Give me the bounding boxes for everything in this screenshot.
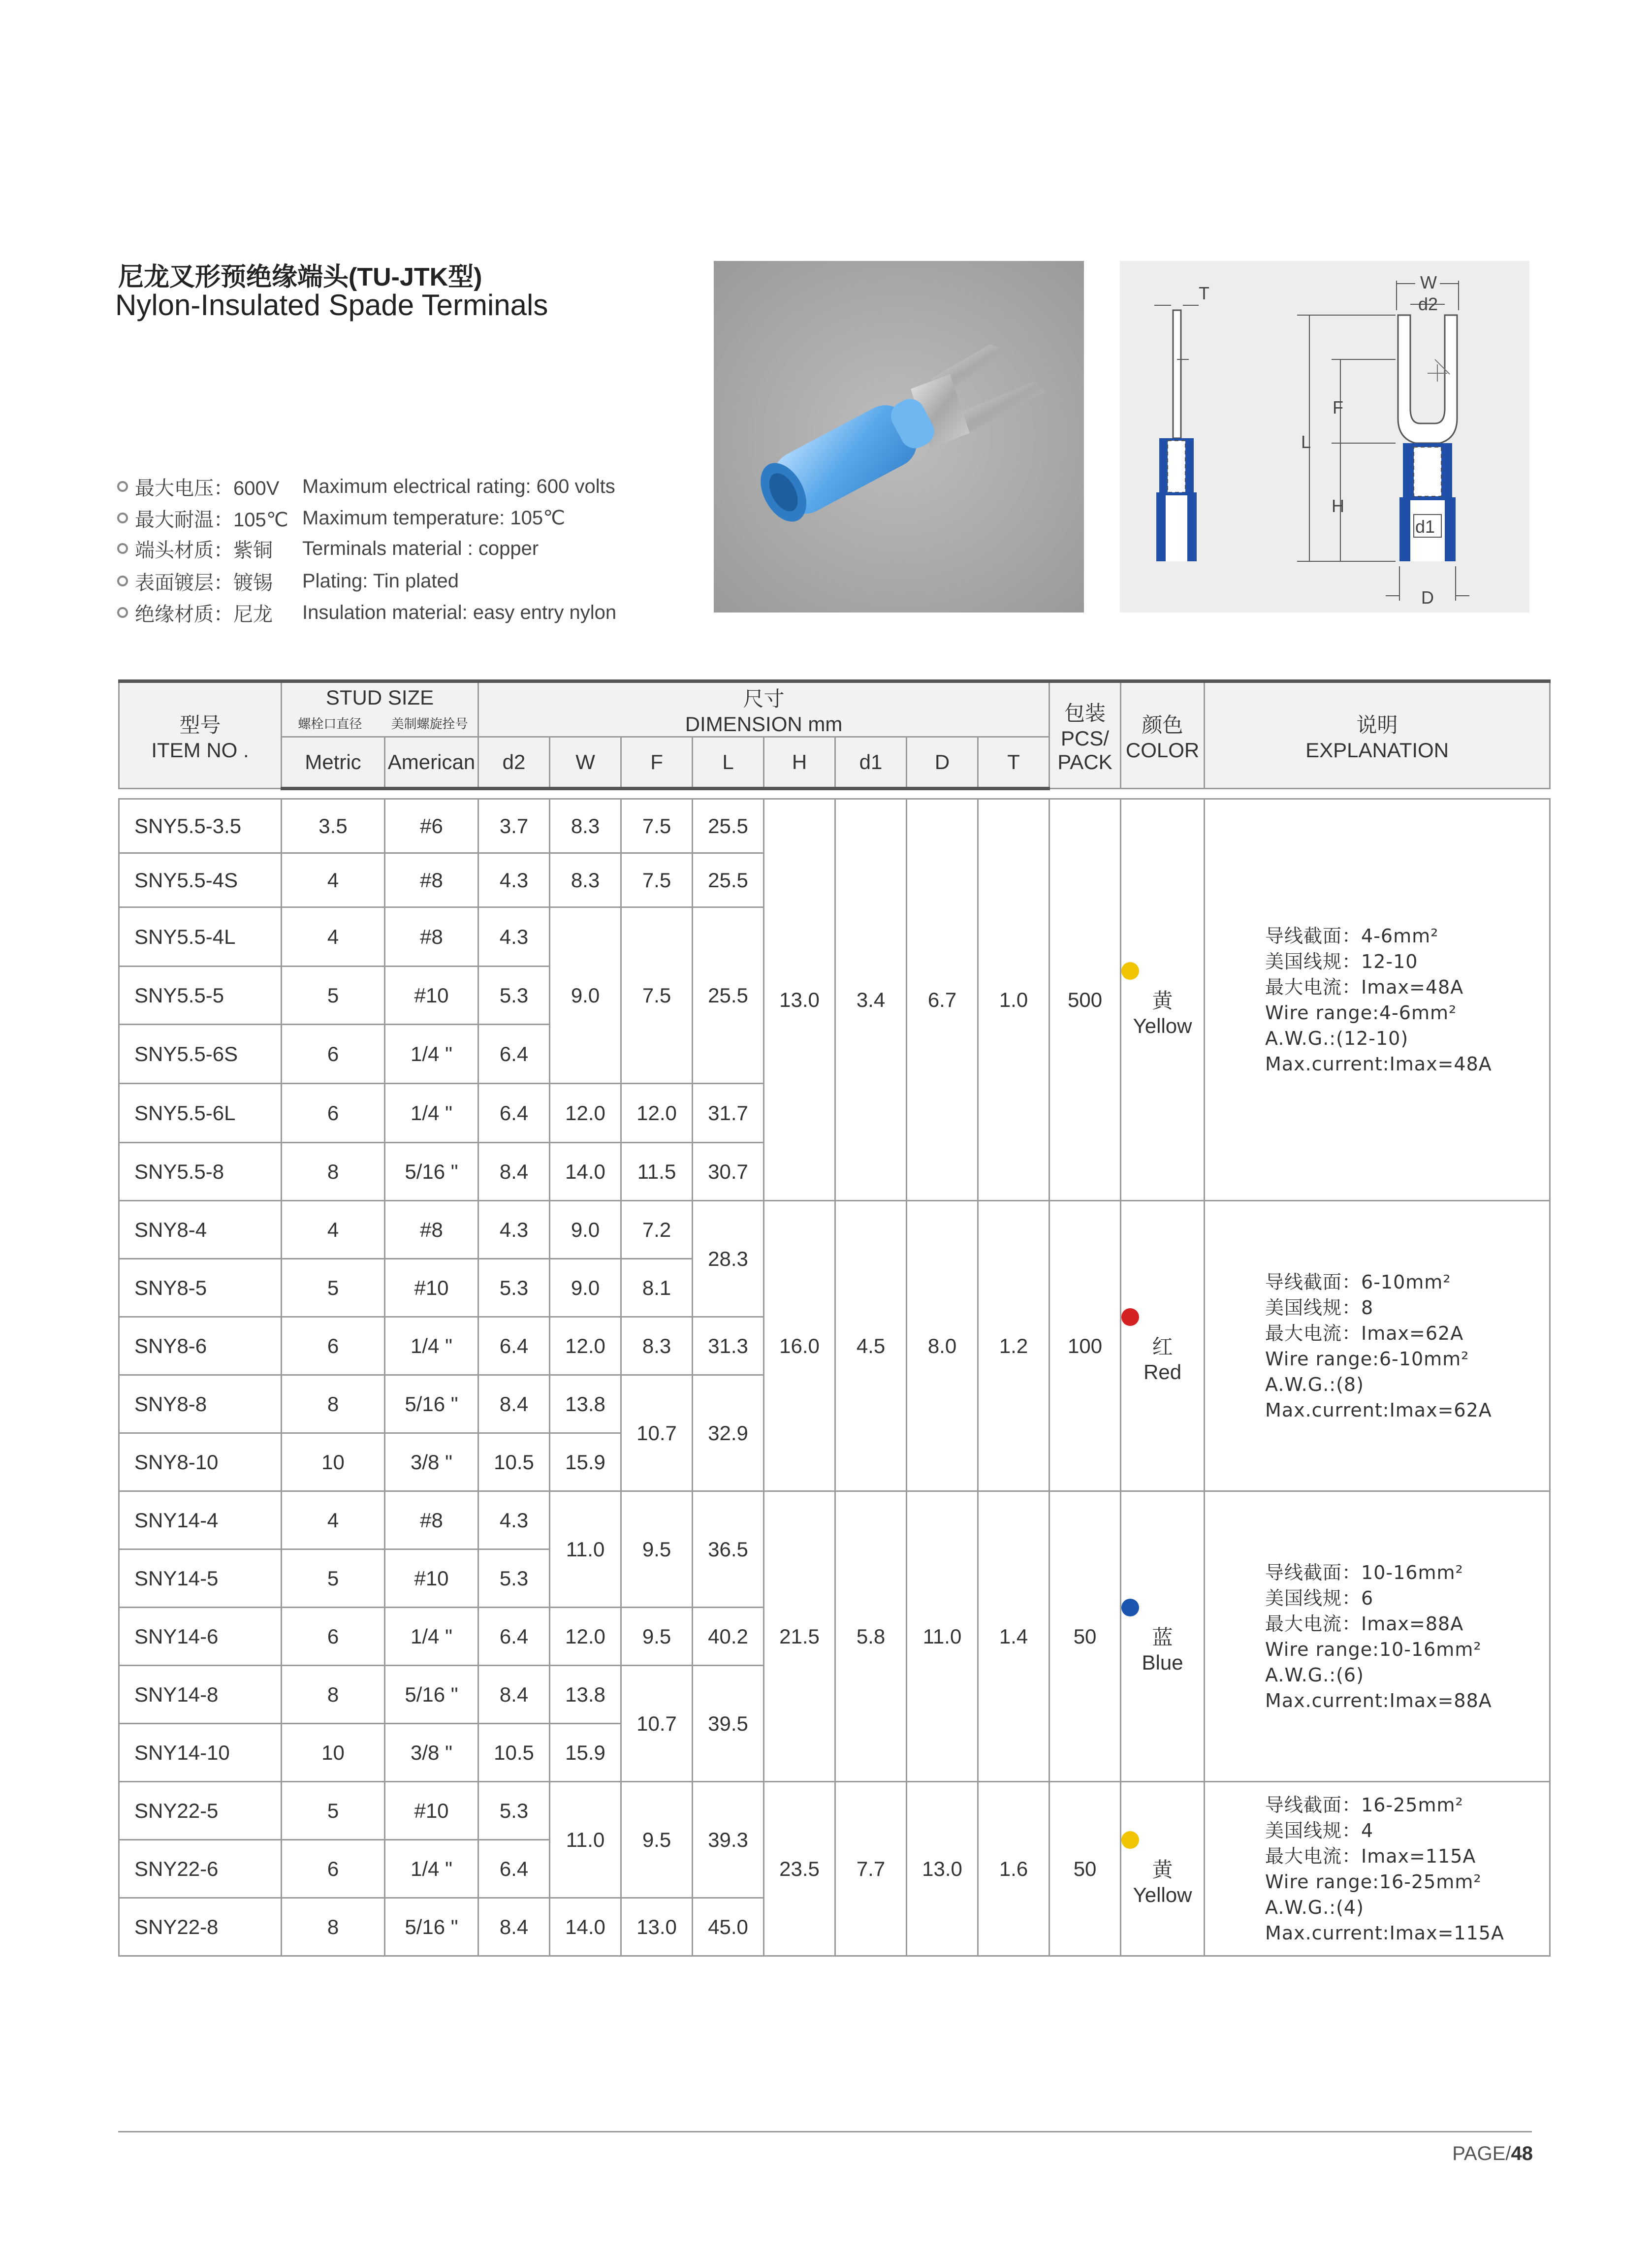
cell-l: 30.7: [693, 1143, 764, 1201]
cell-f: 10.7: [621, 1375, 693, 1491]
spec-item: [117, 566, 459, 596]
header-pack-en1: PCS/: [1061, 726, 1110, 750]
header-dim-cn: 尺寸: [743, 687, 785, 710]
cell-metric: 6: [282, 1025, 385, 1084]
color-cn: 红: [1152, 1335, 1173, 1358]
cell-l: 39.5: [693, 1666, 764, 1782]
cell-w: 11.0: [550, 1782, 621, 1898]
cell-f: 7.2: [621, 1201, 693, 1259]
cell-metric: 6: [282, 1317, 385, 1375]
header-f: F: [621, 737, 693, 789]
cell-w: 9.0: [550, 1259, 621, 1317]
expl-line: 最大电流：Imax=48A: [1265, 976, 1464, 998]
expl-line: A.W.G.:(8): [1265, 1373, 1364, 1395]
cell-w: 8.3: [550, 853, 621, 907]
cell-pack: 500: [1049, 799, 1121, 1201]
cell-d2: 6.4: [478, 1084, 550, 1143]
cell-metric: 8: [282, 1143, 385, 1201]
page-prefix: PAGE/: [1452, 2143, 1511, 2164]
yellow-dot-icon: [1121, 1831, 1139, 1849]
expl-line: 导线截面：4-6mm²: [1265, 925, 1439, 947]
cell-l: 31.3: [693, 1317, 764, 1375]
cell-metric: 8: [282, 1666, 385, 1724]
cell-american: 1/4 ": [385, 1084, 478, 1143]
bullet-icon: [117, 481, 128, 492]
cell-metric: 4: [282, 1491, 385, 1549]
cell-d1: 5.8: [835, 1491, 907, 1782]
header-stud-cn-american: 美制螺旋拴号: [391, 716, 468, 731]
cell-metric: 4: [282, 907, 385, 967]
cell-h: 16.0: [764, 1201, 835, 1491]
item-no: SNY14-8: [119, 1666, 282, 1724]
cell-h: 23.5: [764, 1782, 835, 1956]
cell-american: #8: [385, 1201, 478, 1259]
cell-metric: 4: [282, 853, 385, 907]
page-number-value: 48: [1511, 2143, 1533, 2164]
red-dot-icon: [1121, 1308, 1139, 1326]
spec-label-en: Insulation material: easy entry nylon: [302, 601, 617, 623]
cell-w: 15.9: [550, 1433, 621, 1491]
spec-label-cn: 绝缘材质：尼龙: [135, 603, 273, 625]
item-no: SNY14-4: [119, 1491, 282, 1549]
cell-d2: 5.3: [478, 1782, 550, 1840]
header-color: [1121, 681, 1205, 789]
cell-f: 9.5: [621, 1608, 693, 1666]
cell-h: 21.5: [764, 1491, 835, 1782]
cell-l: 31.7: [693, 1084, 764, 1143]
cell-d2: 8.4: [478, 1375, 550, 1433]
cell-american: #10: [385, 967, 478, 1025]
expl-line: Max.current:Imax=48A: [1265, 1053, 1492, 1075]
table-row: [119, 1782, 1550, 1840]
dimension-label-d1: d1: [1415, 516, 1435, 537]
cell-t: 1.6: [978, 1782, 1049, 1956]
cell-metric: 10: [282, 1724, 385, 1782]
cell-w: 9.0: [550, 907, 621, 1084]
header-w: W: [550, 737, 621, 789]
header-color-en: COLOR: [1125, 738, 1200, 762]
cell-w: 14.0: [550, 1143, 621, 1201]
cell-color: [1121, 799, 1205, 1201]
cell-american: 1/4 ": [385, 1608, 478, 1666]
cell-f: 8.3: [621, 1317, 693, 1375]
cell-metric: 5: [282, 967, 385, 1025]
cell-f: 12.0: [621, 1084, 693, 1143]
color-cn: 黄: [1152, 1858, 1173, 1881]
cell-d2: 5.3: [478, 967, 550, 1025]
cell-l: 25.5: [693, 853, 764, 907]
cell-f: 10.7: [621, 1666, 693, 1782]
blue-dot-icon: [1121, 1599, 1139, 1616]
cell-american: #8: [385, 907, 478, 967]
header-dimension: [478, 681, 1049, 737]
expl-line: 最大电流：Imax=62A: [1265, 1322, 1464, 1344]
cell-d: 6.7: [907, 799, 978, 1201]
cell-metric: 10: [282, 1433, 385, 1491]
cell-american: #8: [385, 1491, 478, 1549]
bullet-icon: [117, 607, 128, 618]
color-en: Yellow: [1133, 1014, 1192, 1037]
header-stud-en: STUD SIZE: [325, 686, 434, 709]
cell-american: 3/8 ": [385, 1433, 478, 1491]
cell-l: 40.2: [693, 1608, 764, 1666]
item-no: SNY5.5-4L: [119, 907, 282, 967]
item-no: SNY8-10: [119, 1433, 282, 1491]
bullet-icon: [117, 513, 128, 523]
cell-w: 13.8: [550, 1666, 621, 1724]
spec-label-en: Plating: Tin plated: [302, 570, 459, 592]
item-no: SNY22-5: [119, 1782, 282, 1840]
cell-w: 15.9: [550, 1724, 621, 1782]
expl-line: 最大电流：Imax=88A: [1265, 1612, 1464, 1635]
cell-d2: 8.4: [478, 1143, 550, 1201]
expl-line: 美国线规：6: [1265, 1587, 1374, 1609]
cell-w: 12.0: [550, 1317, 621, 1375]
yellow-dot-icon: [1121, 962, 1139, 980]
cell-color: [1121, 1782, 1205, 1956]
item-no: SNY5.5-8: [119, 1143, 282, 1201]
cell-t: 1.0: [978, 799, 1049, 1201]
cell-american: 1/4 ": [385, 1840, 478, 1898]
cell-w: 11.0: [550, 1491, 621, 1608]
cell-pack: 100: [1049, 1201, 1121, 1491]
cell-d: 11.0: [907, 1491, 978, 1782]
cell-w: 9.0: [550, 1201, 621, 1259]
cell-d: 8.0: [907, 1201, 978, 1491]
header-h: H: [764, 737, 835, 789]
header-stud-size: [282, 681, 478, 737]
cell-l: 36.5: [693, 1491, 764, 1608]
cell-pack: 50: [1049, 1782, 1121, 1956]
cell-american: #10: [385, 1782, 478, 1840]
expl-line: A.W.G.:(6): [1265, 1664, 1364, 1686]
cell-metric: 6: [282, 1840, 385, 1898]
cell-color: [1121, 1491, 1205, 1782]
dimension-label-h: H: [1332, 496, 1344, 516]
expl-line: 美国线规：4: [1265, 1819, 1374, 1841]
item-no: SNY5.5-6S: [119, 1025, 282, 1084]
header-american: American: [385, 737, 478, 789]
header-expl-cn: 说明: [1356, 713, 1398, 737]
dimension-label-l: L: [1301, 432, 1311, 452]
header-item-en: ITEM NO .: [151, 738, 249, 762]
cell-t: 1.4: [978, 1491, 1049, 1782]
product-photo: [714, 261, 1084, 613]
cell-d2: 6.4: [478, 1608, 550, 1666]
expl-line: A.W.G.:(4): [1265, 1896, 1364, 1918]
header-color-cn: 颜色: [1142, 713, 1183, 737]
cell-metric: 6: [282, 1608, 385, 1666]
cell-f: 9.5: [621, 1491, 693, 1608]
cell-f: 9.5: [621, 1782, 693, 1898]
cell-color: [1121, 1201, 1205, 1491]
color-en: Blue: [1142, 1650, 1183, 1674]
table-row: [119, 799, 1550, 853]
cell-d2: 10.5: [478, 1724, 550, 1782]
cell-american: 5/16 ": [385, 1375, 478, 1433]
cell-d2: 5.3: [478, 1549, 550, 1608]
cell-f: 11.5: [621, 1143, 693, 1201]
cell-american: #10: [385, 1259, 478, 1317]
cell-metric: 4: [282, 1201, 385, 1259]
item-no: SNY22-6: [119, 1840, 282, 1898]
cell-w: 8.3: [550, 799, 621, 853]
item-no: SNY8-8: [119, 1375, 282, 1433]
cell-metric: 8: [282, 1375, 385, 1433]
cell-f: 7.5: [621, 799, 693, 853]
cell-w: 12.0: [550, 1084, 621, 1143]
item-no: SNY8-4: [119, 1201, 282, 1259]
spec-label-cn: 最大电压：600V: [135, 477, 280, 499]
cell-metric: 5: [282, 1549, 385, 1608]
color-en: Red: [1144, 1360, 1182, 1384]
cell-d2: 10.5: [478, 1433, 550, 1491]
cell-explanation: [1205, 1201, 1550, 1491]
expl-line: Max.current:Imax=88A: [1265, 1689, 1492, 1711]
dimension-label-w: W: [1420, 272, 1437, 292]
item-no: SNY14-5: [119, 1549, 282, 1608]
cell-w: 12.0: [550, 1608, 621, 1666]
page-title-chinese: 尼龙叉形预绝缘端头(TU-JTK型): [118, 263, 482, 291]
item-no: SNY22-8: [119, 1898, 282, 1956]
expl-line: Wire range:10-16mm²: [1265, 1638, 1482, 1660]
cell-d2: 4.3: [478, 1201, 550, 1259]
item-no: SNY14-6: [119, 1608, 282, 1666]
cell-f: 13.0: [621, 1898, 693, 1956]
header-d: D: [907, 737, 978, 789]
cell-metric: 5: [282, 1259, 385, 1317]
item-no: SNY5.5-6L: [119, 1084, 282, 1143]
dimension-label-d2: d2: [1418, 294, 1438, 314]
cell-l: 39.3: [693, 1782, 764, 1898]
expl-line: 美国线规：8: [1265, 1296, 1374, 1319]
cell-d1: 7.7: [835, 1782, 907, 1956]
cell-explanation: [1205, 799, 1550, 1201]
header-d1: d1: [835, 737, 907, 789]
cell-metric: 6: [282, 1084, 385, 1143]
header-item-cn: 型号: [179, 713, 221, 737]
cell-d: 13.0: [907, 1782, 978, 1956]
header-stud-cn-metric: 螺栓口直径: [298, 716, 362, 731]
spec-label-en: Maximum electrical rating: 600 volts: [302, 475, 615, 497]
cell-f: 7.5: [621, 853, 693, 907]
spec-item: [117, 534, 539, 563]
spec-item: [117, 503, 565, 533]
cell-d2: 4.3: [478, 853, 550, 907]
bullet-icon: [117, 576, 128, 586]
item-no: SNY5.5-4S: [119, 853, 282, 907]
dimension-label-f: F: [1333, 397, 1343, 418]
cell-pack: 50: [1049, 1491, 1121, 1782]
technical-drawing: [1120, 261, 1529, 613]
header-t: T: [978, 737, 1049, 789]
cell-metric: 3.5: [282, 799, 385, 853]
cell-f: 8.1: [621, 1259, 693, 1317]
expl-line: Wire range:16-25mm²: [1265, 1870, 1482, 1893]
spec-table: [118, 679, 1551, 1957]
cell-american: 5/16 ": [385, 1898, 478, 1956]
header-expl-en: EXPLANATION: [1305, 738, 1449, 762]
cell-l: 28.3: [693, 1201, 764, 1317]
header-metric: Metric: [282, 737, 385, 789]
expl-line: 最大电流：Imax=115A: [1265, 1845, 1476, 1867]
cell-w: 14.0: [550, 1898, 621, 1956]
header-dim-en: DIMENSION mm: [685, 712, 843, 736]
dimension-label-t: T: [1199, 283, 1209, 303]
spec-label-en: Terminals material : copper: [302, 537, 539, 559]
cell-american: 1/4 ": [385, 1317, 478, 1375]
bullet-icon: [117, 543, 128, 554]
cell-f: 7.5: [621, 907, 693, 1084]
footer-divider: [118, 2131, 1532, 2132]
cell-american: #8: [385, 853, 478, 907]
spec-item: [117, 598, 616, 627]
expl-line: 美国线规：12-10: [1265, 950, 1418, 972]
item-no: SNY8-6: [119, 1317, 282, 1375]
cell-h: 13.0: [764, 799, 835, 1201]
color-en: Yellow: [1133, 1883, 1192, 1906]
cell-explanation: [1205, 1491, 1550, 1782]
cell-d2: 8.4: [478, 1666, 550, 1724]
item-no: SNY14-10: [119, 1724, 282, 1782]
spec-item: [117, 472, 615, 501]
expl-line: 导线截面：16-25mm²: [1265, 1794, 1463, 1816]
cell-metric: 5: [282, 1782, 385, 1840]
color-cn: 蓝: [1152, 1625, 1173, 1649]
color-cn: 黄: [1152, 989, 1173, 1012]
cell-l: 25.5: [693, 799, 764, 853]
cell-w: 13.8: [550, 1375, 621, 1433]
expl-line: Wire range:4-6mm²: [1265, 1001, 1457, 1024]
cell-l: 25.5: [693, 907, 764, 1084]
spec-label-cn: 表面镀层：镀锡: [135, 572, 273, 594]
cell-american: 1/4 ": [385, 1025, 478, 1084]
cell-d1: 4.5: [835, 1201, 907, 1491]
page-title-english: Nylon-Insulated Spade Terminals: [115, 289, 548, 322]
spec-label-cn: 最大耐温：105℃: [135, 509, 288, 531]
table-row: [119, 1491, 1550, 1549]
cell-american: 5/16 ": [385, 1666, 478, 1724]
expl-line: Max.current:Imax=115A: [1265, 1922, 1504, 1944]
spec-label-cn: 端头材质：紫铜: [135, 539, 273, 561]
header-d2: d2: [478, 737, 550, 789]
cell-american: #10: [385, 1549, 478, 1608]
cell-d2: 6.4: [478, 1317, 550, 1375]
cell-l: 32.9: [693, 1375, 764, 1491]
cell-d2: 6.4: [478, 1840, 550, 1898]
cell-american: #6: [385, 799, 478, 853]
cell-d1: 3.4: [835, 799, 907, 1201]
header-pack-cn: 包装: [1064, 701, 1106, 725]
cell-explanation: [1205, 1782, 1550, 1956]
expl-line: 导线截面：10-16mm²: [1265, 1561, 1463, 1583]
header-pack: [1049, 681, 1121, 789]
page-number: [1452, 2143, 1533, 2165]
header-pack-en2: PACK: [1057, 750, 1112, 774]
cell-d2: 6.4: [478, 1025, 550, 1084]
cell-d2: 5.3: [478, 1259, 550, 1317]
cell-d2: 3.7: [478, 799, 550, 853]
cell-american: 3/8 ": [385, 1724, 478, 1782]
spec-label-en: Maximum temperature: 105℃: [302, 507, 566, 529]
cell-t: 1.2: [978, 1201, 1049, 1491]
item-no: SNY8-5: [119, 1259, 282, 1317]
table-row: [119, 1201, 1550, 1259]
cell-l: 45.0: [693, 1898, 764, 1956]
item-no: SNY5.5-3.5: [119, 799, 282, 853]
cell-metric: 8: [282, 1898, 385, 1956]
dimension-label-d: D: [1421, 587, 1434, 608]
header-item: [119, 681, 282, 789]
expl-line: Wire range:6-10mm²: [1265, 1348, 1469, 1370]
cell-american: 5/16 ": [385, 1143, 478, 1201]
cell-d2: 8.4: [478, 1898, 550, 1956]
header-l: L: [693, 737, 764, 789]
expl-line: Max.current:Imax=62A: [1265, 1399, 1492, 1421]
cell-d2: 4.3: [478, 1491, 550, 1549]
cell-d2: 4.3: [478, 907, 550, 967]
expl-line: A.W.G.:(12-10): [1265, 1027, 1409, 1049]
expl-line: 导线截面：6-10mm²: [1265, 1271, 1451, 1293]
header-explanation: [1205, 681, 1550, 789]
item-no: SNY5.5-5: [119, 967, 282, 1025]
